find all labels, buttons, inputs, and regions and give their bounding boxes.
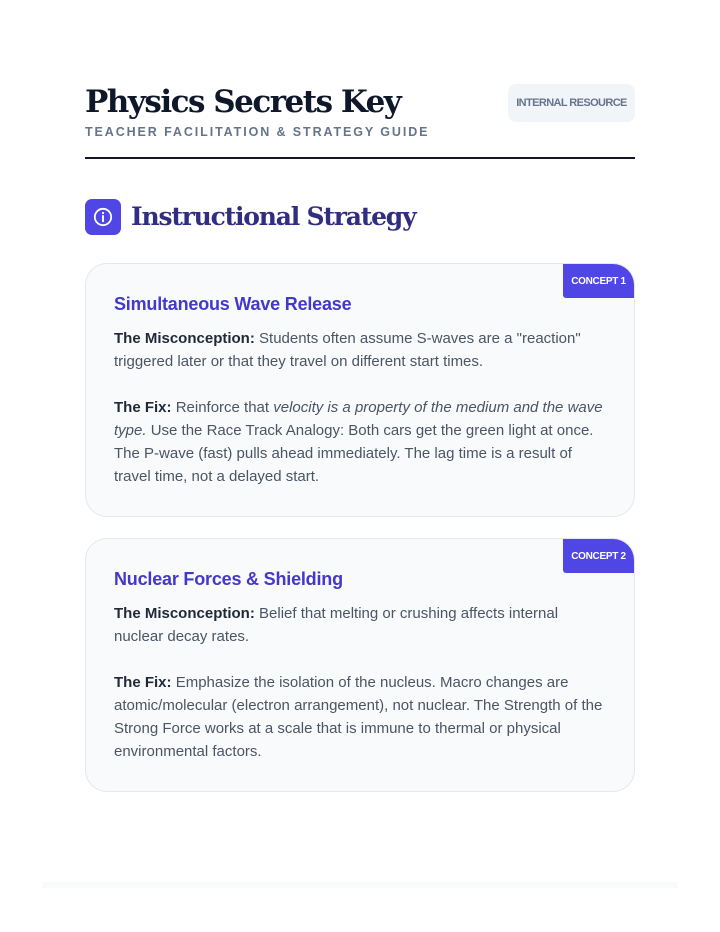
concept-badge: CONCEPT 1 bbox=[563, 264, 634, 298]
fix-paragraph bbox=[114, 396, 609, 488]
concept-badge: CONCEPT 2 bbox=[563, 539, 634, 573]
fix-emphasis: velocity is a property of the medium and the wave type. bbox=[114, 399, 603, 439]
misconception-text: Students often assume S-waves are a "reaction" triggered later or that they travel on different start times. bbox=[114, 330, 581, 370]
section-title: Instructional Strategy bbox=[131, 202, 416, 231]
misconception-paragraph bbox=[114, 327, 609, 373]
document-subtitle: TEACHER FACILITATION & STRATEGY GUIDE bbox=[85, 125, 430, 139]
fix-text-before: Reinforce that bbox=[175, 399, 270, 416]
document-title: Physics Secrets Key bbox=[85, 84, 401, 120]
misconception-label: The Misconception: bbox=[114, 605, 255, 622]
concept-title: Simultaneous Wave Release bbox=[114, 294, 352, 314]
misconception-label: The Misconception: bbox=[114, 330, 255, 347]
concept-title: Nuclear Forces & Shielding bbox=[114, 569, 343, 589]
fix-text-after: Use the Race Track Analogy: Both cars get the green light at once. The P-wave (fast) pulls ahead immediately. The lag time is a result of travel time, not a delayed start. bbox=[114, 422, 594, 485]
footer-divider bbox=[42, 882, 678, 888]
fix-label: The Fix: bbox=[114, 674, 172, 691]
misconception-text: Belief that melting or crushing affects internal nuclear decay rates. bbox=[114, 605, 559, 645]
fix-paragraph bbox=[114, 671, 609, 763]
internal-resource-badge: INTERNAL RESOURCE bbox=[508, 84, 635, 122]
fix-label: The Fix: bbox=[114, 399, 172, 416]
info-circle-icon bbox=[85, 199, 121, 235]
concept-card bbox=[85, 263, 635, 517]
document-header bbox=[85, 82, 635, 159]
section-heading bbox=[85, 199, 415, 235]
misconception-paragraph bbox=[114, 602, 609, 648]
concept-card bbox=[85, 538, 635, 792]
fix-text: Emphasize the isolation of the nucleus. Macro changes are atomic/molecular (electron arrangement), not nuclear. The Strength of the Strong Force works at a scale that is immune to thermal or physical environmental factors. bbox=[114, 674, 603, 760]
